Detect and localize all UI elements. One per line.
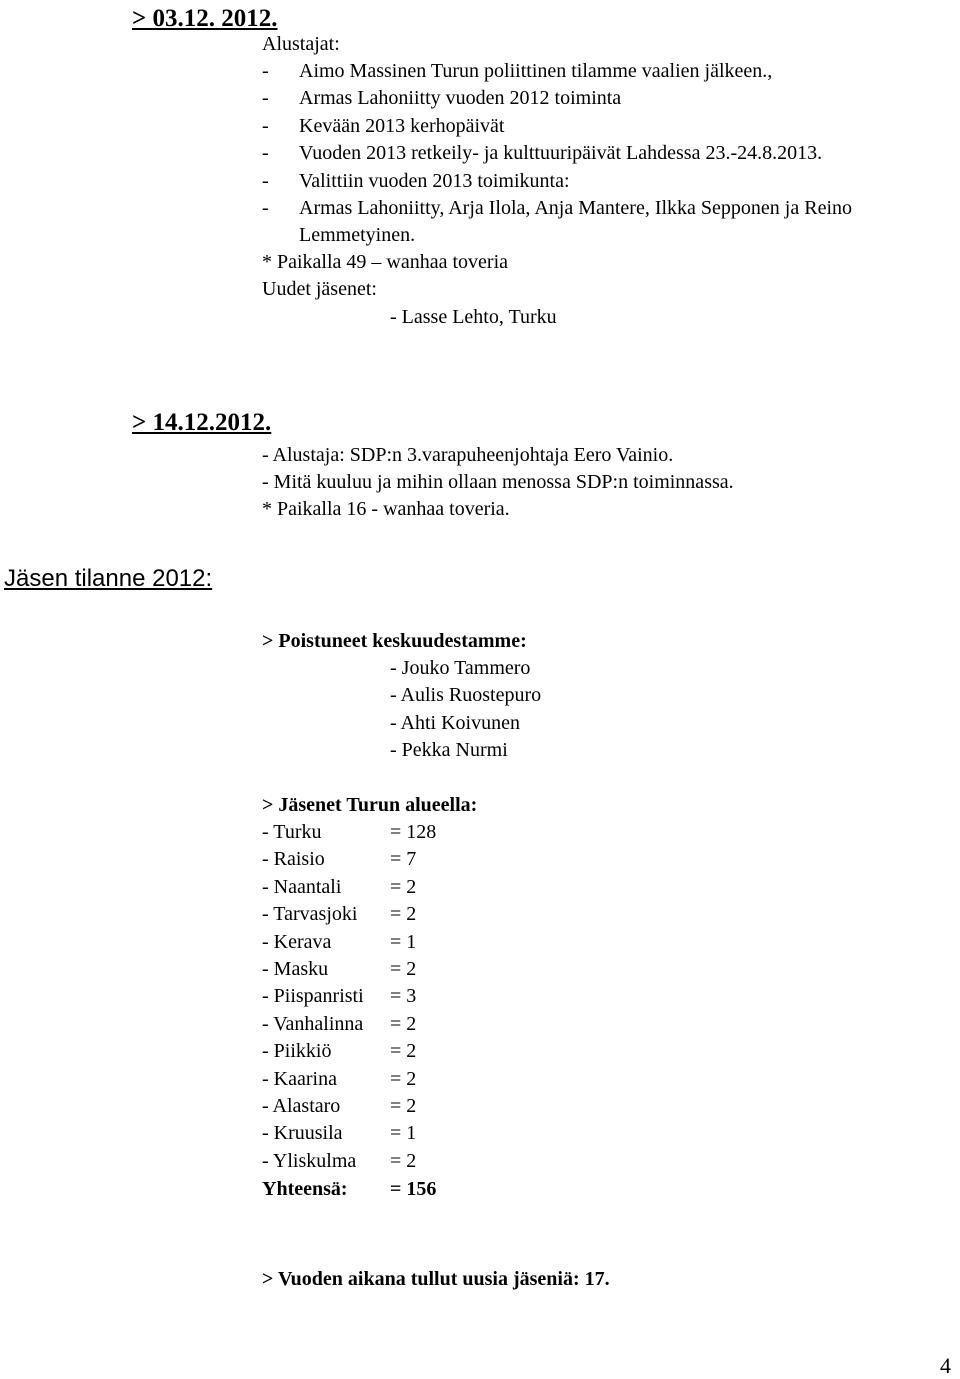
- new-members-note: > Vuoden aikana tullut uusia jäseniä: 17.: [262, 1268, 610, 1290]
- area-name: - Kerava: [262, 930, 332, 953]
- hosts-label: Alustajat:: [262, 33, 340, 55]
- new-member-item: - Lasse Lehto, Turku: [390, 306, 557, 328]
- area-row: [262, 1066, 416, 1093]
- area-name: - Tarvasjoki: [262, 903, 358, 926]
- meeting-date-heading-2: > 14.12.2012.: [132, 409, 272, 436]
- meeting-line: - Mitä kuuluu ja mihin ollaan menossa SDP:n toiminnassa.: [262, 471, 734, 493]
- area-row: [262, 1011, 416, 1038]
- area-row: [262, 983, 416, 1010]
- area-row: [262, 956, 416, 983]
- agenda-item-text: Kevään 2013 kerhopäivät: [299, 114, 505, 137]
- area-name: - Raisio: [262, 848, 325, 871]
- area-row: [262, 1093, 416, 1120]
- area-name: - Naantali: [262, 875, 342, 898]
- area-name: - Alastaro: [262, 1095, 341, 1117]
- membership-title: Jäsen tilanne 2012:: [4, 565, 213, 592]
- area-count: = 2: [390, 1149, 417, 1172]
- agenda-item: [262, 195, 852, 222]
- area-row: [262, 1038, 416, 1065]
- departed-item: - Aulis Ruostepuro: [390, 684, 542, 706]
- agenda-item: [262, 113, 504, 140]
- area-name: - Kaarina: [262, 1067, 337, 1090]
- area-count: = 2: [390, 1095, 417, 1117]
- agenda-item: [262, 140, 822, 167]
- area-name: - Piikkiö: [262, 1040, 332, 1063]
- area-count: = 128: [390, 821, 437, 843]
- page-number: 4: [940, 1353, 951, 1378]
- bullet-dash: -: [262, 114, 269, 137]
- area-row: [262, 901, 416, 928]
- new-members-label: Uudet jäsenet:: [262, 278, 377, 300]
- area-name: - Piispanristi: [262, 985, 364, 1008]
- bullet-dash: -: [262, 87, 269, 110]
- agenda-item-text: Aimo Massinen Turun poliittinen tilamme vaalien jälkeen.,: [299, 60, 773, 82]
- meeting-date-heading-1: > 03.12. 2012.: [132, 5, 278, 32]
- area-count: = 2: [390, 958, 417, 980]
- area-row: [262, 929, 416, 956]
- area-name: - Yliskulma: [262, 1149, 357, 1172]
- area-count: = 2: [390, 903, 417, 926]
- bullet-dash: -: [262, 60, 269, 82]
- area-row: [262, 819, 436, 846]
- meeting-line: - Alustaja: SDP:n 3.varapuheenjohtaja Eero Vainio.: [262, 444, 674, 466]
- area-row: [262, 1120, 416, 1147]
- area-count: = 1: [390, 930, 417, 953]
- agenda-item: [262, 58, 772, 85]
- agenda-item-text: Valittiin vuoden 2013 toimikunta:: [299, 169, 570, 192]
- agenda-item-text: Vuoden 2013 retkeily- ja kulttuuripäivät Lahdessa 23.-24.8.2013.: [299, 142, 823, 165]
- total-label: Yhteensä:: [262, 1178, 348, 1200]
- departed-item: - Pekka Nurmi: [390, 739, 508, 761]
- area-count: = 2: [390, 875, 417, 898]
- total-row: [262, 1176, 436, 1203]
- area-row: [262, 1148, 416, 1175]
- departed-item: - Jouko Tammero: [390, 657, 531, 679]
- bullet-dash: -: [262, 169, 269, 192]
- departed-heading: > Poistuneet keskuudestamme:: [262, 630, 527, 652]
- bullet-dash: -: [262, 197, 269, 219]
- agenda-item: [262, 85, 621, 112]
- area-count: = 2: [390, 1067, 417, 1090]
- meeting-line: * Paikalla 16 - wanhaa toveria.: [262, 498, 510, 520]
- area-count: = 2: [390, 1012, 417, 1035]
- area-name: - Turku: [262, 821, 322, 843]
- area-row: [262, 874, 416, 901]
- agenda-item-continuation: Lemmetyinen.: [299, 224, 416, 246]
- area-count: = 1: [390, 1122, 417, 1145]
- area-count: = 7: [390, 848, 417, 871]
- bullet-dash: -: [262, 142, 269, 165]
- agenda-item-text: Armas Lahoniitty, Arja Ilola, Anja Mantere, Ilkka Sepponen ja Reino: [299, 197, 853, 219]
- area-count: = 2: [390, 1040, 417, 1063]
- area-row: [262, 846, 416, 873]
- agenda-item-text: Armas Lahoniitty vuoden 2012 toiminta: [299, 87, 622, 110]
- attendance-note-1: * Paikalla 49 – wanhaa toveria: [262, 251, 509, 273]
- area-members-heading: > Jäsenet Turun alueella:: [262, 794, 478, 816]
- area-count: = 3: [390, 985, 417, 1008]
- total-value: = 156: [390, 1178, 437, 1200]
- area-name: - Vanhalinna: [262, 1012, 364, 1035]
- area-name: - Kruusila: [262, 1122, 343, 1145]
- departed-item: - Ahti Koivunen: [390, 712, 520, 734]
- agenda-item: [262, 168, 570, 195]
- area-name: - Masku: [262, 958, 329, 980]
